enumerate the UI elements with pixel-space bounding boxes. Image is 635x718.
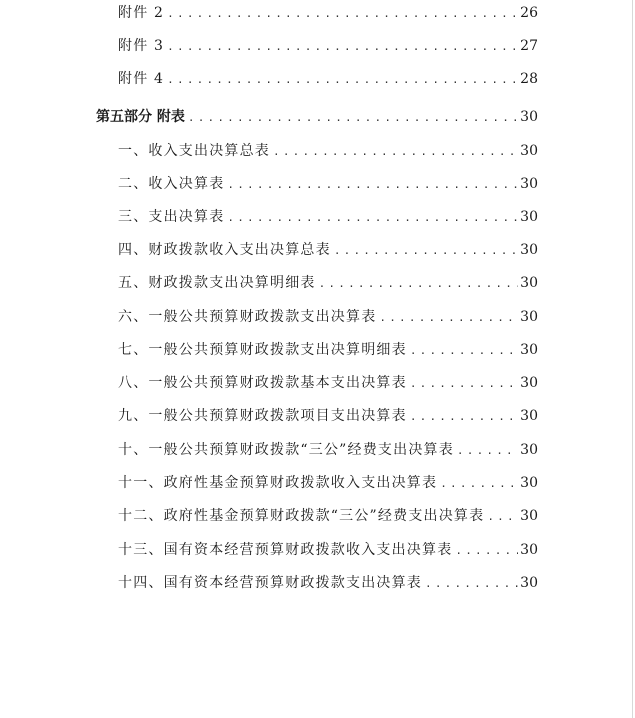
toc-entry-label: 九、一般公共预算财政拨款项目支出决算表 xyxy=(118,408,407,424)
toc-entry-page: 28 xyxy=(520,71,538,87)
toc-entry-table-4[interactable] xyxy=(118,239,538,261)
toc-entry-page: 30 xyxy=(520,375,538,391)
toc-entry-label: 附件 4 xyxy=(118,71,165,87)
toc-entry-label: 一、收入支出决算总表 xyxy=(118,143,270,159)
toc-entry-label: 三、支出决算表 xyxy=(118,209,225,225)
toc-entry-page: 30 xyxy=(520,408,538,424)
toc-entry-attachment-3[interactable] xyxy=(118,35,538,57)
dot-leader xyxy=(425,573,518,595)
toc-entry-page: 27 xyxy=(520,38,538,54)
toc-entry-page: 26 xyxy=(520,5,538,21)
toc-entry-table-12[interactable] xyxy=(118,505,538,527)
toc-entry-page: 30 xyxy=(520,109,538,125)
dot-leader xyxy=(334,240,518,262)
toc-entry-page: 30 xyxy=(520,275,538,291)
toc-entry-label: 十四、国有资本经营预算财政拨款支出决算表 xyxy=(118,575,422,591)
toc-entry-page: 30 xyxy=(520,209,538,225)
dot-leader xyxy=(379,307,518,329)
toc-section-label: 第五部分 附表 xyxy=(96,109,185,125)
toc-entry-label: 十一、政府性基金预算财政拨款收入支出决算表 xyxy=(118,475,438,491)
toc-entry-label: 五、财政拨款支出决算明细表 xyxy=(118,275,316,291)
toc-entry-table-7[interactable] xyxy=(118,339,538,361)
dot-leader xyxy=(319,273,518,295)
toc-entry-label: 七、一般公共预算财政拨款支出决算明细表 xyxy=(118,342,407,358)
toc-entry-page: 30 xyxy=(520,242,538,258)
dot-leader xyxy=(227,174,518,196)
toc-entry-table-3[interactable] xyxy=(118,206,538,228)
toc-entry-label: 十二、政府性基金预算财政拨款“三公”经费支出决算表 xyxy=(118,508,485,524)
dot-leader xyxy=(410,340,518,362)
toc-entry-table-8[interactable] xyxy=(118,372,538,394)
dot-leader xyxy=(227,207,518,229)
toc-entry-label: 二、收入决算表 xyxy=(118,176,225,192)
dot-leader xyxy=(167,69,518,91)
toc-entry-page: 30 xyxy=(520,309,538,325)
toc-entry-label: 附件 3 xyxy=(118,38,165,54)
dot-leader xyxy=(167,36,518,58)
toc-entry-table-13[interactable] xyxy=(118,539,538,561)
toc-entry-table-6[interactable] xyxy=(118,306,538,328)
toc-entry-page: 30 xyxy=(520,342,538,358)
toc-entry-page: 30 xyxy=(520,176,538,192)
dot-leader xyxy=(410,406,518,428)
toc-entry-table-9[interactable] xyxy=(118,405,538,427)
toc-entry-table-1[interactable] xyxy=(118,140,538,162)
toc-entry-label: 八、一般公共预算财政拨款基本支出决算表 xyxy=(118,375,407,391)
dot-leader xyxy=(273,141,518,163)
toc-entry-attachment-2[interactable] xyxy=(118,2,538,24)
toc-entry-table-11[interactable] xyxy=(118,472,538,494)
toc-entry-page: 30 xyxy=(520,475,538,491)
dot-leader xyxy=(167,3,518,25)
dot-leader xyxy=(457,440,518,462)
toc-entry-table-14[interactable] xyxy=(118,572,538,594)
toc-entry-label: 十三、国有资本经营预算财政拨款收入支出决算表 xyxy=(118,542,453,558)
toc-entry-page: 30 xyxy=(520,508,538,524)
toc-entry-table-2[interactable] xyxy=(118,173,538,195)
toc-entry-page: 30 xyxy=(520,143,538,159)
toc-entry-label: 四、财政拨款收入支出决算总表 xyxy=(118,242,331,258)
toc-entry-page: 30 xyxy=(520,542,538,558)
toc-entry-page: 30 xyxy=(520,575,538,591)
toc-entry-label: 六、一般公共预算财政拨款支出决算表 xyxy=(118,309,377,325)
toc-entry-table-10[interactable] xyxy=(118,439,538,461)
toc-entry-page: 30 xyxy=(520,442,538,458)
dot-leader xyxy=(487,506,518,528)
toc-entry-label: 附件 2 xyxy=(118,5,165,21)
toc-entry-part-5[interactable] xyxy=(96,106,538,128)
dot-leader xyxy=(188,107,518,129)
toc-entry-table-5[interactable] xyxy=(118,272,538,294)
toc-entry-attachment-4[interactable] xyxy=(118,68,538,90)
dot-leader xyxy=(440,473,518,495)
toc-entry-label: 十、一般公共预算财政拨款“三公”经费支出决算表 xyxy=(118,442,454,458)
dot-leader xyxy=(410,373,518,395)
dot-leader xyxy=(455,540,518,562)
